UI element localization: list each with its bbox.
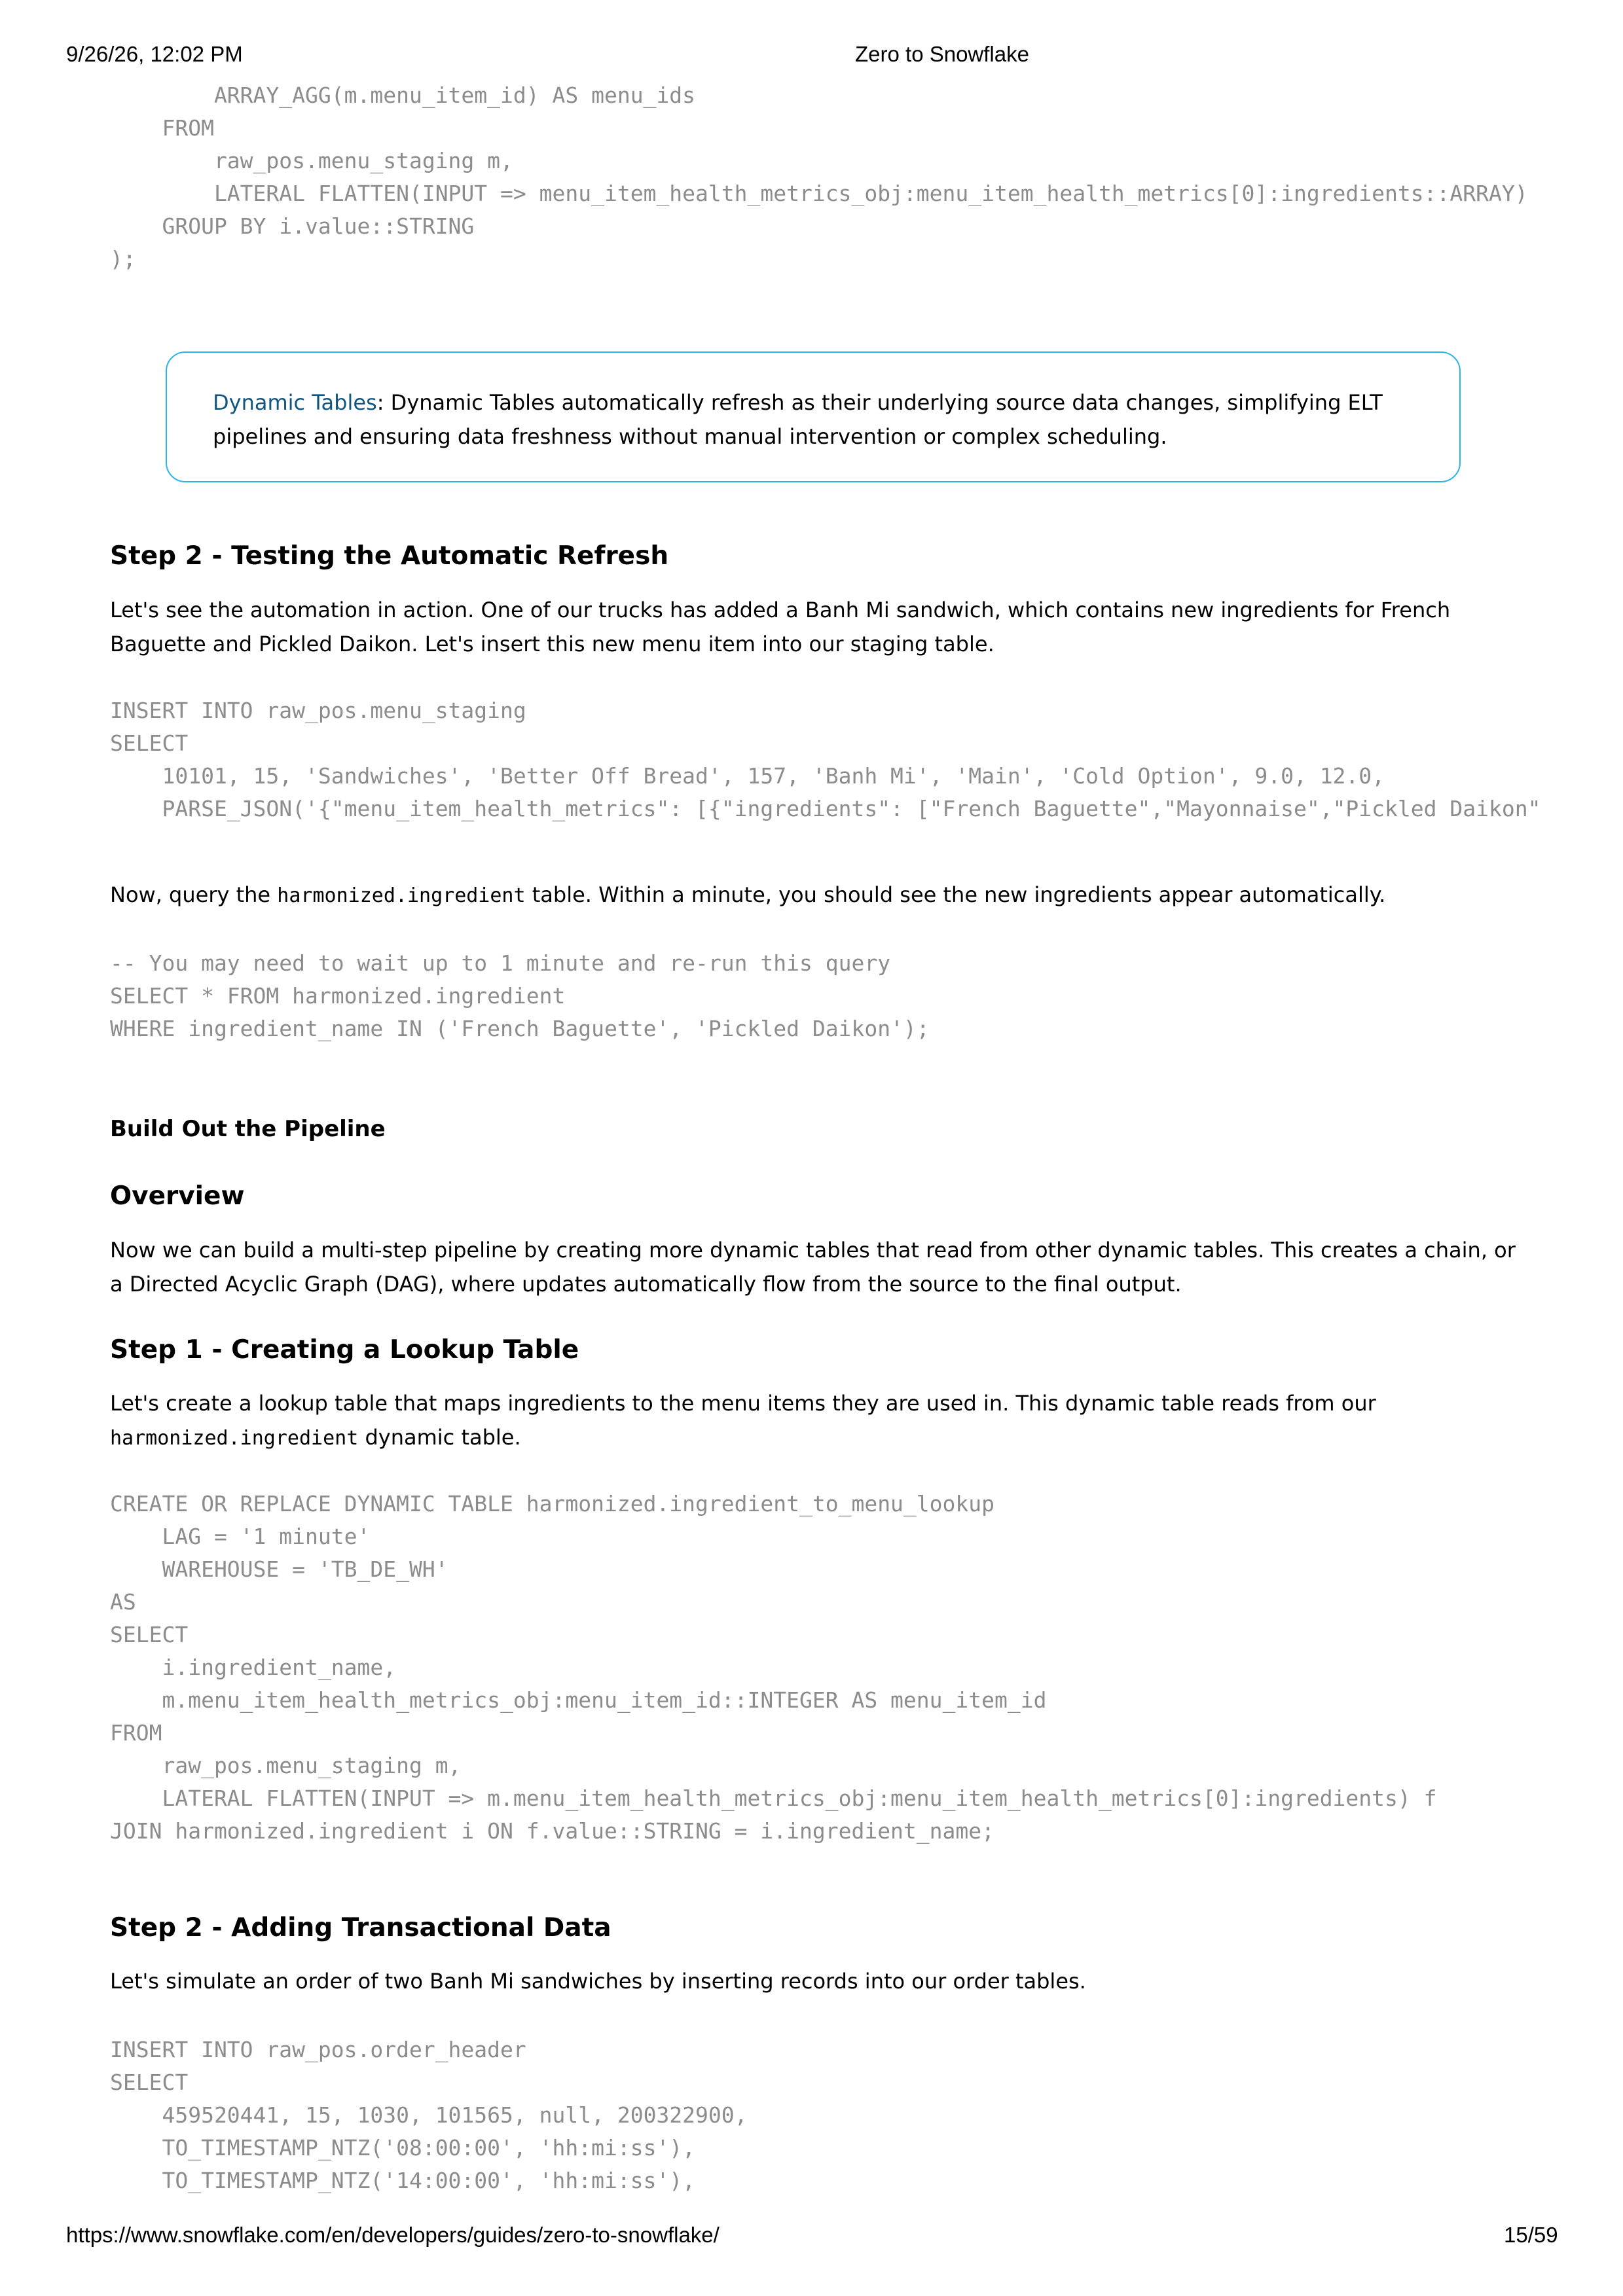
dynamic-tables-note <box>166 351 1461 482</box>
note-text: : Dynamic Tables automatically refresh as their underlying source data changes, simplifying ELT pipelines and ensuring data freshness without manual intervention or complex scheduling. <box>213 390 1383 449</box>
print-title: Zero to Snowflake <box>855 42 1029 66</box>
step2-testing-heading: Step 2 - Testing the Automatic Refresh <box>110 541 669 571</box>
code-block-insert-order: INSERT INTO raw_pos.order_header SELECT 459520441, 15, 1030, 101565, null, 200322900, TO_TIMESTAMP_NTZ('08:00:00', 'hh:mi:ss'), TO_TIMESTAMP_NTZ('14:00:00', 'hh:mi:ss'), <box>110 2037 748 2193</box>
print-page-number: 15/59 <box>1504 2223 1558 2247</box>
print-url: https://www.snowflake.com/en/developers/guides/zero-to-snowflake/ <box>66 2223 720 2247</box>
step1-lookup-paragraph <box>110 1386 1524 1456</box>
step2-transactional-paragraph: Let's simulate an order of two Banh Mi sandwiches by inserting records into our order tables. <box>110 1969 1086 1994</box>
print-datetime: 9/26/26, 12:02 PM <box>66 42 243 66</box>
query-inline-code: harmonized.ingredient <box>277 884 526 907</box>
lookup-inline-code: harmonized.ingredient <box>110 1427 359 1450</box>
query-text-pre: Now, query the <box>110 882 278 907</box>
query-paragraph <box>110 878 1524 913</box>
pipeline-heading: Build Out the Pipeline <box>110 1116 386 1142</box>
overview-paragraph: Now we can build a multi-step pipeline by creating more dynamic tables that read from other dynamic tables. This creates a chain, or a Directed Acyclic Graph (DAG), where updates automatically flow from the source to the final output. <box>110 1238 1516 1297</box>
step1-lookup-heading: Step 1 - Creating a Lookup Table <box>110 1335 579 1365</box>
lookup-text-post: dynamic table. <box>358 1425 521 1450</box>
query-text-post: table. Within a minute, you should see the new ingredients appear automatically. <box>525 882 1386 907</box>
lookup-text-pre: Let's create a lookup table that maps ingredients to the menu items they are used in. This dynamic table reads from our <box>110 1391 1376 1416</box>
overview-heading: Overview <box>110 1181 245 1211</box>
code-block-create-lookup: CREATE OR REPLACE DYNAMIC TABLE harmonized.ingredient_to_menu_lookup LAG = '1 minute' WAREHOUSE = 'TB_DE_WH' AS SELECT i.ingredient_name, m.menu_item_health_metrics_obj:menu_item_id::INTEGER AS menu_item_id FROM raw_pos.menu_staging m, LATERAL FLATTEN(INPUT => m.menu_item_health_metrics_obj:menu_item_health_metrics[0]:ingredients) f JOIN harmonized.ingredient i ON f.value::STRING = i.ingredient_name; <box>110 1491 1437 1844</box>
code-block-insert-menu: INSERT INTO raw_pos.menu_staging SELECT 10101, 15, 'Sandwiches', 'Better Off Bread', 157, 'Banh Mi', 'Main', 'Cold Option', 9.0, 12.0, PARSE_JSON('{"menu_item_health_metrics": [{"ingredients": ["French Baguette","Mayonnaise","Pickled Daikon" <box>110 698 1541 821</box>
step2-transactional-heading: Step 2 - Adding Transactional Data <box>110 1913 611 1943</box>
code-block-select-ingredient: -- You may need to wait up to 1 minute and re-run this query SELECT * FROM harmonized.ingredient WHERE ingredient_name IN ('French Baguette', 'Pickled Daikon'); <box>110 950 930 1041</box>
dynamic-tables-link[interactable]: Dynamic Tables <box>213 390 377 415</box>
step2-testing-paragraph: Let's see the automation in action. One of our trucks has added a Banh Mi sandwich, which contains new ingredients for French Baguette and Pickled Daikon. Let's insert this new menu item into our staging table. <box>110 598 1451 656</box>
code-block-top: ARRAY_AGG(m.menu_item_id) AS menu_ids FROM raw_pos.menu_staging m, LATERAL FLATTEN(INPUT => menu_item_health_metrics_obj:menu_item_health_metrics[0]:ingredients::ARRAY) GROUP BY i.value::STRING ); <box>110 82 1528 272</box>
